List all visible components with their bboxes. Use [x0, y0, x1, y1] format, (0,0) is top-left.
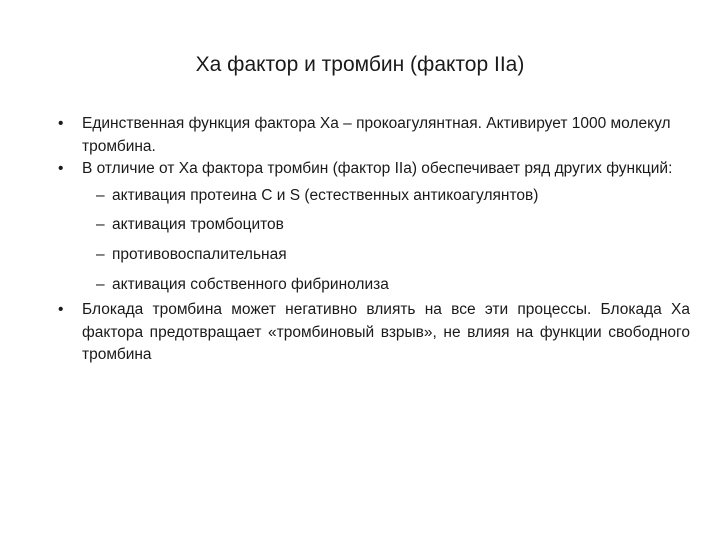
bullet-marker: •: [58, 160, 64, 178]
bullet-marker: •: [58, 301, 64, 319]
bullet-item: [54, 158, 690, 181]
slide-title: Xa фактор и тромбин (фактор IIa): [195, 53, 525, 76]
bullet-list: [54, 113, 690, 367]
sub-bullet-item: [54, 210, 690, 240]
sub-bullet-marker: –: [96, 216, 105, 234]
sub-bullet-marker: –: [96, 186, 105, 204]
bullet-item: [54, 299, 690, 367]
sub-bullet-marker: –: [96, 275, 105, 293]
sub-bullet-text: активация протеина C и S (естественных антикоагулянтов): [112, 186, 539, 204]
bullet-text: Единственная функция фактора Xa – прокоагулянтная. Активирует 1000 молекул тромбина.: [82, 115, 671, 155]
sub-bullet-text: активация собственного фибринолиза: [112, 275, 389, 293]
bullet-text: Блокада тромбина может негативно влиять на все эти процессы. Блокада Xa фактора предотвращает «тромбиновый взрыв», не влияя на функции свободного тромбина: [82, 301, 690, 364]
sub-bullet-text: противовоспалительная: [112, 245, 287, 263]
bullet-text: В отличие от Xa фактора тромбин (фактор IIa) обеспечивает ряд других функций:: [82, 160, 673, 178]
bullet-item: [54, 113, 690, 158]
sub-bullet-item: [54, 240, 690, 270]
sub-bullet-text: активация тромбоцитов: [112, 216, 284, 234]
sub-bullet-item: [54, 181, 690, 211]
sub-bullet-marker: –: [96, 245, 105, 263]
sub-bullet-item: [54, 270, 690, 300]
bullet-marker: •: [58, 115, 64, 132]
